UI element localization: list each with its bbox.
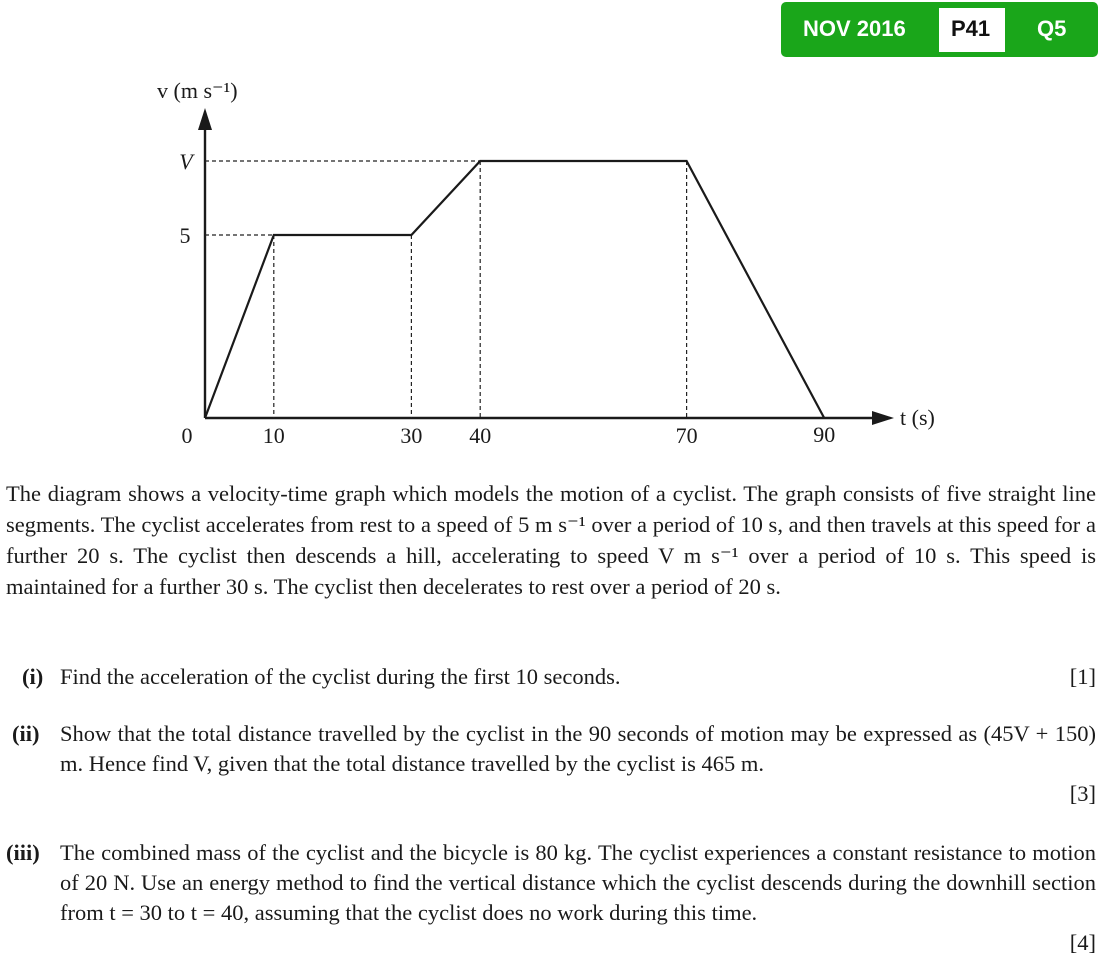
x-axis-label: t (s) <box>900 405 935 430</box>
intro-text: The diagram shows a velocity-time graph which models the motion of a cyclist. The graph consists of five straight line segments. The cyclist accelerates from rest to a speed of 5 m s⁻¹ over a period of 10 s, and then travels at this speed for a further 20 s. The cyclist then descends a hill, accelerating to speed V m s⁻¹ over a period of 10 s. This speed is maintained for a further 30 s. The cyclist then decelerates to rest over a period of 20 s. <box>6 481 1096 599</box>
graph-curve <box>205 161 824 418</box>
question-iii-text: The combined mass of the cyclist and the bicycle is 80 kg. The cyclist experiences a constant resistance to motion of 20 N. Use an energy method to find the vertical distance which the cyclist descends during the downhill section from t = 30 to t = 40, assuming that the cyclist does no work during this time. <box>60 840 1096 925</box>
paper-code: P41 <box>951 16 991 41</box>
y-axis-arrow <box>198 108 212 130</box>
graph-axes <box>198 108 894 425</box>
question-intro <box>6 478 1096 602</box>
velocity-line <box>205 161 824 418</box>
x-tick-0: 0 <box>181 423 193 448</box>
question-i-number: (i) <box>22 664 44 689</box>
y-tick-5: 5 <box>179 223 191 248</box>
y-tick-V: V <box>179 149 193 174</box>
x-axis-arrow <box>872 411 894 425</box>
x-tick-30: 30 <box>400 423 423 448</box>
x-tick-10: 10 <box>262 423 285 448</box>
x-tick-40: 40 <box>469 423 492 448</box>
question-number: Q5 <box>1037 16 1067 41</box>
question-ii-text: Show that the total distance travelled by the cyclist in the 90 seconds of motion may be expressed as (45V + 150) m. Hence find V, given that the total distance travelled by the cyclist is 465 m. <box>60 721 1096 776</box>
question-i-marks: [1] <box>1069 664 1096 689</box>
question-ii-number: (ii) <box>12 721 40 746</box>
exam-session: NOV 2016 <box>803 16 906 41</box>
y-axis-label: v (m s⁻¹) <box>157 78 238 103</box>
question-iii-number: (iii) <box>6 840 40 865</box>
question-iii-marks: [4] <box>1069 930 1096 955</box>
x-tick-70: 70 <box>675 423 698 448</box>
x-tick-90: 90 <box>813 422 836 447</box>
question-i-text: Find the acceleration of the cyclist during the first 10 seconds. <box>60 664 621 689</box>
question-ii-marks: [3] <box>1069 781 1096 806</box>
velocity-time-graph <box>0 0 1100 460</box>
